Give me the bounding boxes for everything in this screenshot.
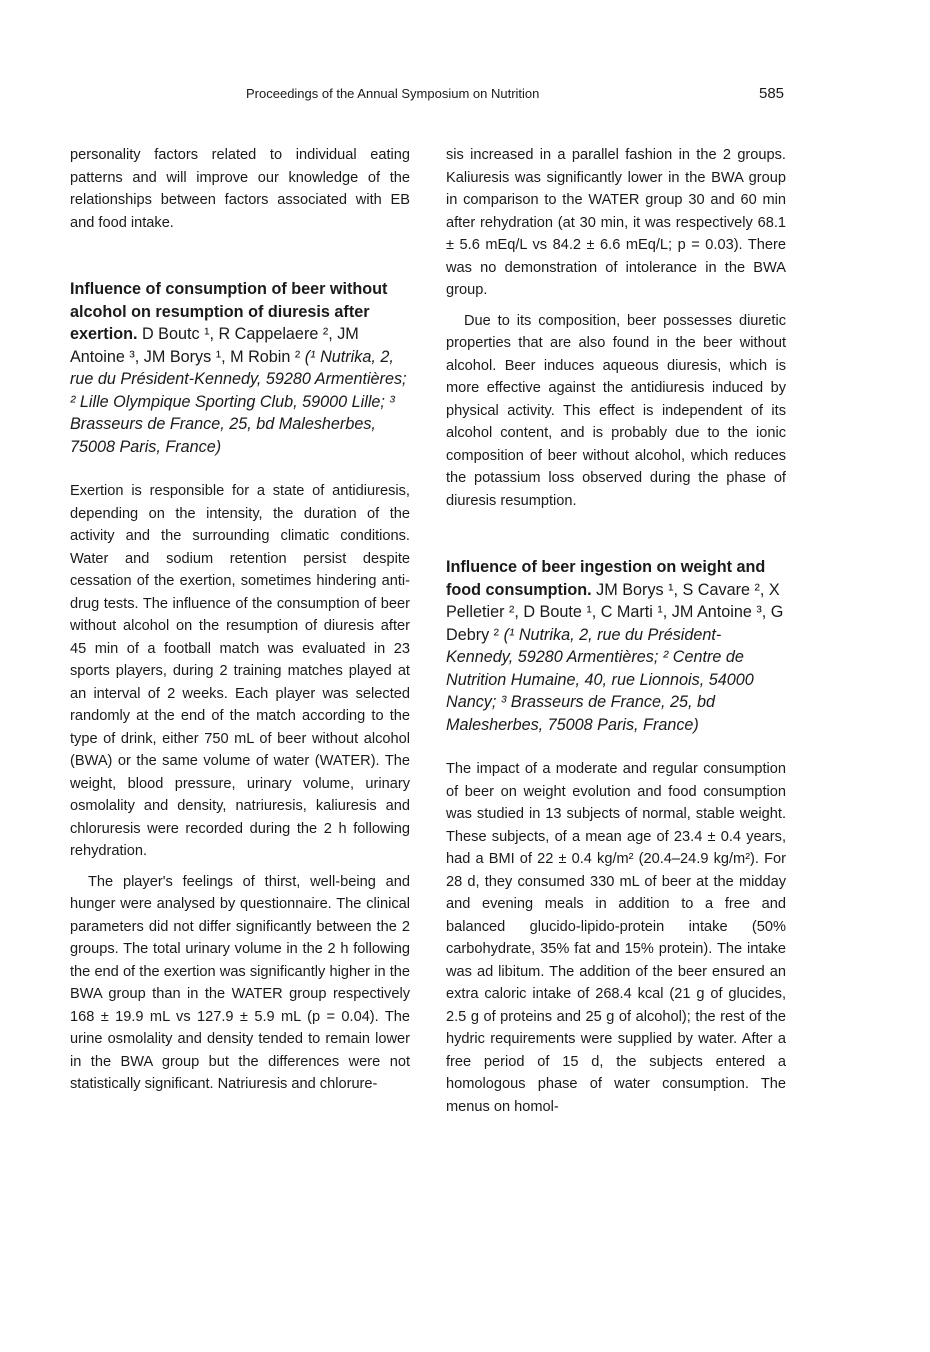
abstract-heading-beer-ingestion <box>446 556 786 736</box>
abstract-authors: JM Borys ¹, S Cavare ², X Pelletier ², D Boute ¹, C Marti ¹, JM Antoine ³, G Debry ² <box>446 580 784 644</box>
body-paragraph: Exertion is responsible for a state of antidiuresis, depending on the intensity, the duration of the activity and the surrounding climatic conditions. Water and sodium retention persist despite cessation of the exertion, sometimes hindering anti-drug tests. The influence of the consumption of beer without alcohol on the resumption of diuresis after 45 min of a football match was evaluated in 23 sports players, during 2 training matches played at an interval of 2 weeks. Each player was selected randomly at the end of the match according to the type of drink, either 750 mL of beer without alcohol (BWA) or the same volume of water (WATER). The weight, blood pressure, urinary volume, urinary osmolality and density, natriuresis, kaliuresis and chloruresis were recorded during the 2 h following rehydration. <box>70 483 410 859</box>
body-paragraph: The impact of a moderate and regular consumption of beer on weight evolution and food consumption was studied in 13 subjects of normal, stable weight. These subjects, of a mean age of 23.4 ± 0.4 years, had a BMI of 22 ± 0.4 kg/m² (20.4–24.9 kg/m²). For 28 d, they consumed 330 mL of beer at the midday and evening meals in addition to a free and balanced glucido-lipido-protein intake (50% carbohydrate, 35% fat and 15% protein). The intake was ad libitum. The addition of the beer ensured an extra caloric intake of 268.4 kcal (21 g of glucides, 2.5 g of proteins and 25 g of alcohol); the rest of the hydric requirements were supplied by water. After a free period of 15 d, the subjects entered a homologous phase of water consumption. The menus on homol- <box>446 761 786 1115</box>
running-title: Proceedings of the Annual Symposium on Nutrition <box>246 86 540 101</box>
abstract-authors: D Boutc ¹, R Cappelaere ², JM Antoine ³, JM Borys ¹, M Robin ² <box>70 325 359 366</box>
left-column <box>70 144 410 1096</box>
abstract-affiliations: (¹ Nutrika, 2, rue du Président-Kennedy, 59280 Armentières; ² Lille Olympique Sporting Club, 59000 Lille; ³ Brasseurs de France, 25, bd Malesherbes, 75008 Paris, France) <box>70 347 407 456</box>
page-number: 585 <box>759 85 785 102</box>
abstract-title: Influence of beer ingestion on weight and food consumption. <box>446 558 766 599</box>
body-paragraph: The player's feelings of thirst, well-being and hunger were analysed by questionnaire. The clinical parameters did not differ significantly between the 2 groups. The total urinary volume in the 2 h following the end of the exertion was significantly higher in the BWA group than in the WATER group respectively 168 ± 19.9 mL vs 127.9 ± 5.9 mL (p = 0.04). The urine osmolality and density tended to remain lower in the BWA group but the differences were not statistically significant. Natriuresis and chlorure- <box>70 873 410 1092</box>
right-column <box>446 144 786 1118</box>
continuation-paragraph: personality factors related to individual eating patterns and will improve our knowledge of the relationships between factors associated with EB and food intake. <box>70 147 410 231</box>
running-head <box>0 86 930 106</box>
body-paragraph: sis increased in a parallel fashion in the 2 groups. Kaliuresis was significantly lower in the BWA group in comparison to the WATER group 30 and 60 min after rehydration (at 30 min, it was respectively 68.1 ± 5.6 mEq/L vs 84.2 ± 6.6 mEq/L; p = 0.03). There was no demonstration of intolerance in the BWA group. <box>446 147 786 298</box>
abstract-title: Influence of consumption of beer without alcohol on resumption of diuresis after exertion. <box>70 280 388 343</box>
abstract-affiliations: (¹ Nutrika, 2, rue du Président-Kennedy, 59280 Armentières; ² Centre de Nutrition Humaine, 40, rue Lionnois, 54000 Nancy; ³ Brasseurs de France, 25, bd Malesherbes, 75008 Paris, France) <box>446 625 754 734</box>
body-paragraph: Due to its composition, beer possesses diuretic properties that are also found in the beer without alcohol. Beer induces aqueous diuresis, which is more effective against the antidiuresis induced by physical activity. This effect is independent of its alcohol content, and is probably due to the ionic composition of beer without alcohol, which reduces the potassium loss observed during the phase of diuresis resumption. <box>446 312 786 509</box>
abstract-heading-beer-without-alcohol <box>70 278 410 458</box>
